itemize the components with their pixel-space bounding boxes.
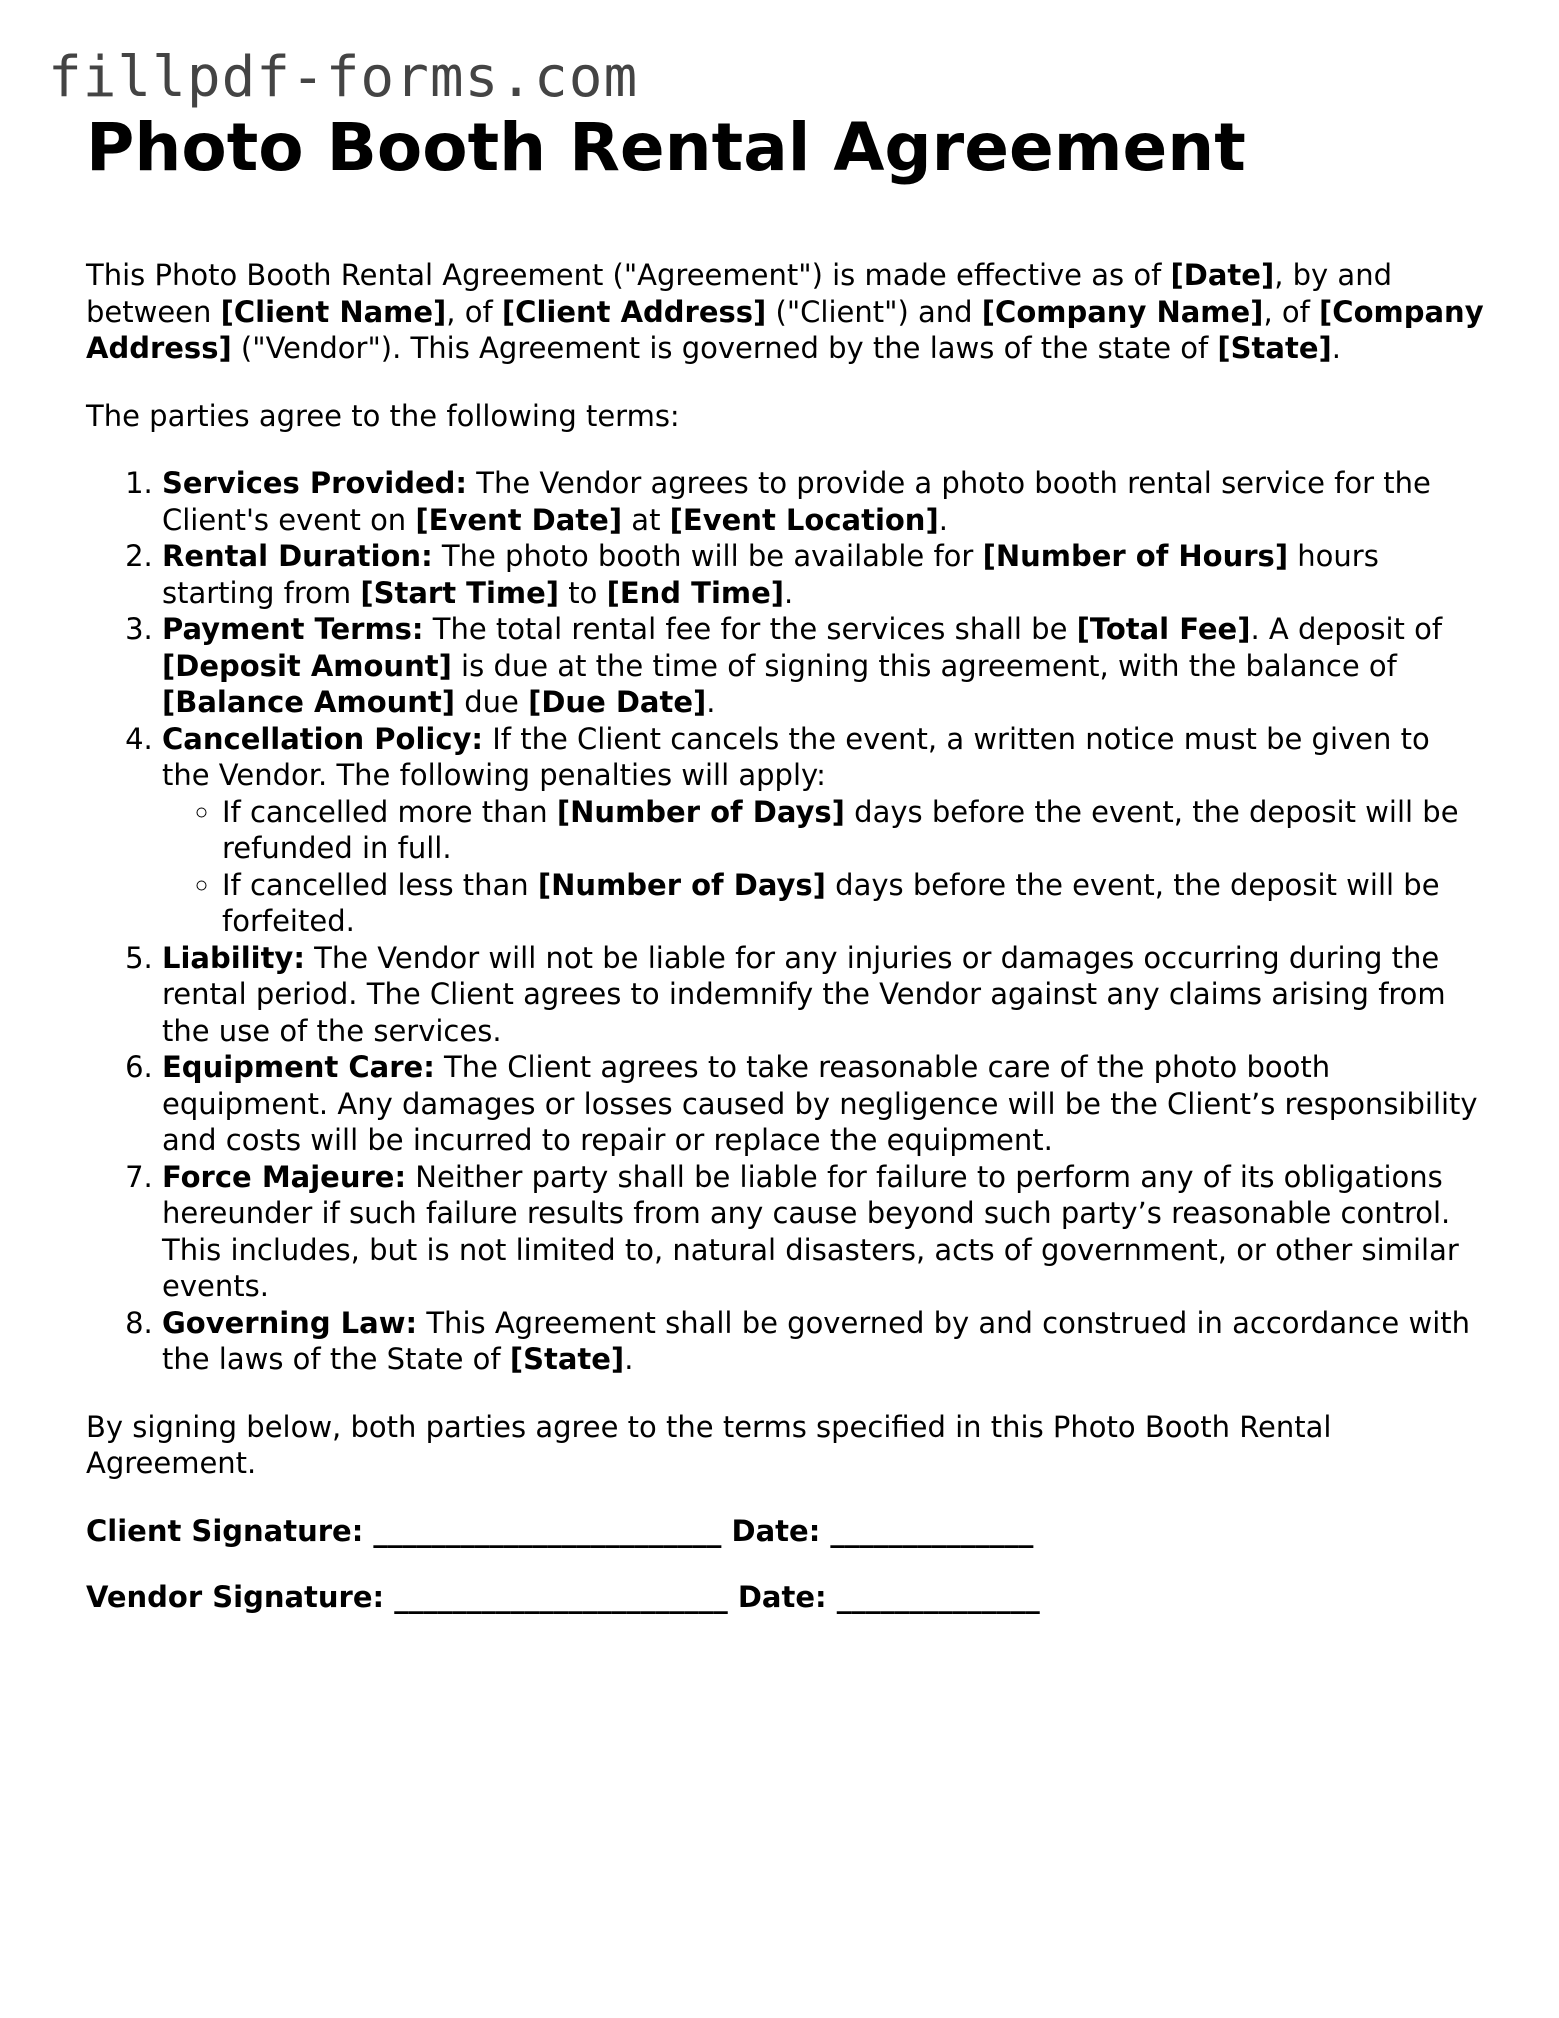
field-number-of-days: [Number of Days] xyxy=(537,867,826,902)
vendor-date-field[interactable]: ______________ xyxy=(836,1580,1040,1615)
page-title: Photo Booth Rental Agreement xyxy=(86,109,1246,186)
field-company-name: [Company Name] xyxy=(981,294,1264,329)
term-services: 1. Services Provided: The Vendor agrees to provide a photo booth rental service for the Client's event on [Event Date] at [Event Location]. xyxy=(162,465,1486,538)
penalty-less-than: ◦ If cancelled less than [Number of Days] days before the event, the deposit will be forfeited. xyxy=(222,867,1486,940)
field-end-time: [End Time] xyxy=(606,575,785,610)
field-balance-amount: [Balance Amount] xyxy=(162,685,456,720)
intro-paragraph: This Photo Booth Rental Agreement ("Agreement") is made effective as of [Date], by and between [Client Name], of [Client Address] ("Client") and [Company Name], of [Company Address] ("Vendor"). This Agreement is governed by the laws of the state of [State]. xyxy=(86,258,1484,366)
term-liability: 5. Liability: The Vendor will not be liable for any injuries or damages occurring during the rental period. The Client agrees to indemnify the Vendor against any claims arising from the use of the services. xyxy=(162,940,1486,1050)
field-due-date: [Due Date] xyxy=(528,685,707,720)
field-client-name: [Client Name] xyxy=(220,294,447,329)
field-start-time: [Start Time] xyxy=(360,575,560,610)
field-state: [State] xyxy=(509,1342,625,1377)
term-governing-law: 8. Governing Law: This Agreement shall be governed by and construed in accordance with the laws of the State of [State]. xyxy=(162,1305,1486,1378)
term-duration: 2. Rental Duration: The photo booth will be available for [Number of Hours] hours starting from [Start Time] to [End Time]. xyxy=(162,538,1486,611)
vendor-signature-row: Vendor Signature: _______________________ Date: ______________ xyxy=(86,1580,1040,1615)
field-event-date: [Event Date] xyxy=(415,502,623,537)
document-page xyxy=(86,108,1486,1616)
cancellation-penalties xyxy=(162,794,1486,940)
field-number-of-hours: [Number of Hours] xyxy=(982,539,1289,574)
field-client-address: [Client Address] xyxy=(501,294,767,329)
vendor-signature-field[interactable]: _______________________ xyxy=(394,1580,728,1615)
field-event-location: [Event Location] xyxy=(669,502,939,537)
term-cancellation: 4. Cancellation Policy: If the Client cancels the event, a written notice must be given to the Vendor. The following penalties will apply: ◦ If cancelled more than [Number of Days] days before the event, the deposit will be refunded in full. ◦ If cancelled less than [Number of Days] days before the event, the deposit will be forfeited. xyxy=(162,721,1486,940)
terms-list xyxy=(86,465,1486,1378)
client-signature-row: Client Signature: ________________________ Date: ______________ xyxy=(86,1513,1034,1548)
client-signature-field[interactable]: ________________________ xyxy=(373,1513,722,1548)
term-equipment: 6. Equipment Care: The Client agrees to take reasonable care of the photo booth equipment. Any damages or losses caused by negligence will be the Client’s responsibility and costs will be incurred to repair or replace the equipment. xyxy=(162,1049,1486,1159)
watermark: fillpdf-forms.com xyxy=(48,45,639,110)
field-company-address: [Company Address] xyxy=(86,294,1484,366)
field-deposit-amount: [Deposit Amount] xyxy=(162,648,452,683)
term-force-majeure: 7. Force Majeure: Neither party shall be liable for failure to perform any of its obligations hereunder if such failure results from any cause beyond such party’s reasonable control. This includes, but is not limited to, natural disasters, acts of government, or other similar events. xyxy=(162,1159,1486,1305)
terms-lead: The parties agree to the following terms: xyxy=(86,398,680,433)
penalty-more-than: ◦ If cancelled more than [Number of Days] days before the event, the deposit will be refunded in full. xyxy=(222,794,1486,867)
field-total-fee: [Total Fee] xyxy=(1076,612,1251,647)
client-date-field[interactable]: ______________ xyxy=(830,1513,1034,1548)
field-number-of-days: [Number of Days] xyxy=(556,794,845,829)
field-date: [Date] xyxy=(1170,258,1275,293)
field-state: [State] xyxy=(1217,331,1332,366)
term-payment: 3. Payment Terms: The total rental fee for the services shall be [Total Fee]. A deposit of [Deposit Amount] is due at the time of signing this agreement, with the balance of [Balance Amount] due [Due Date]. xyxy=(162,611,1486,721)
closing-paragraph: By signing below, both parties agree to the terms specified in this Photo Booth Rental Agreement. xyxy=(86,1409,1332,1481)
